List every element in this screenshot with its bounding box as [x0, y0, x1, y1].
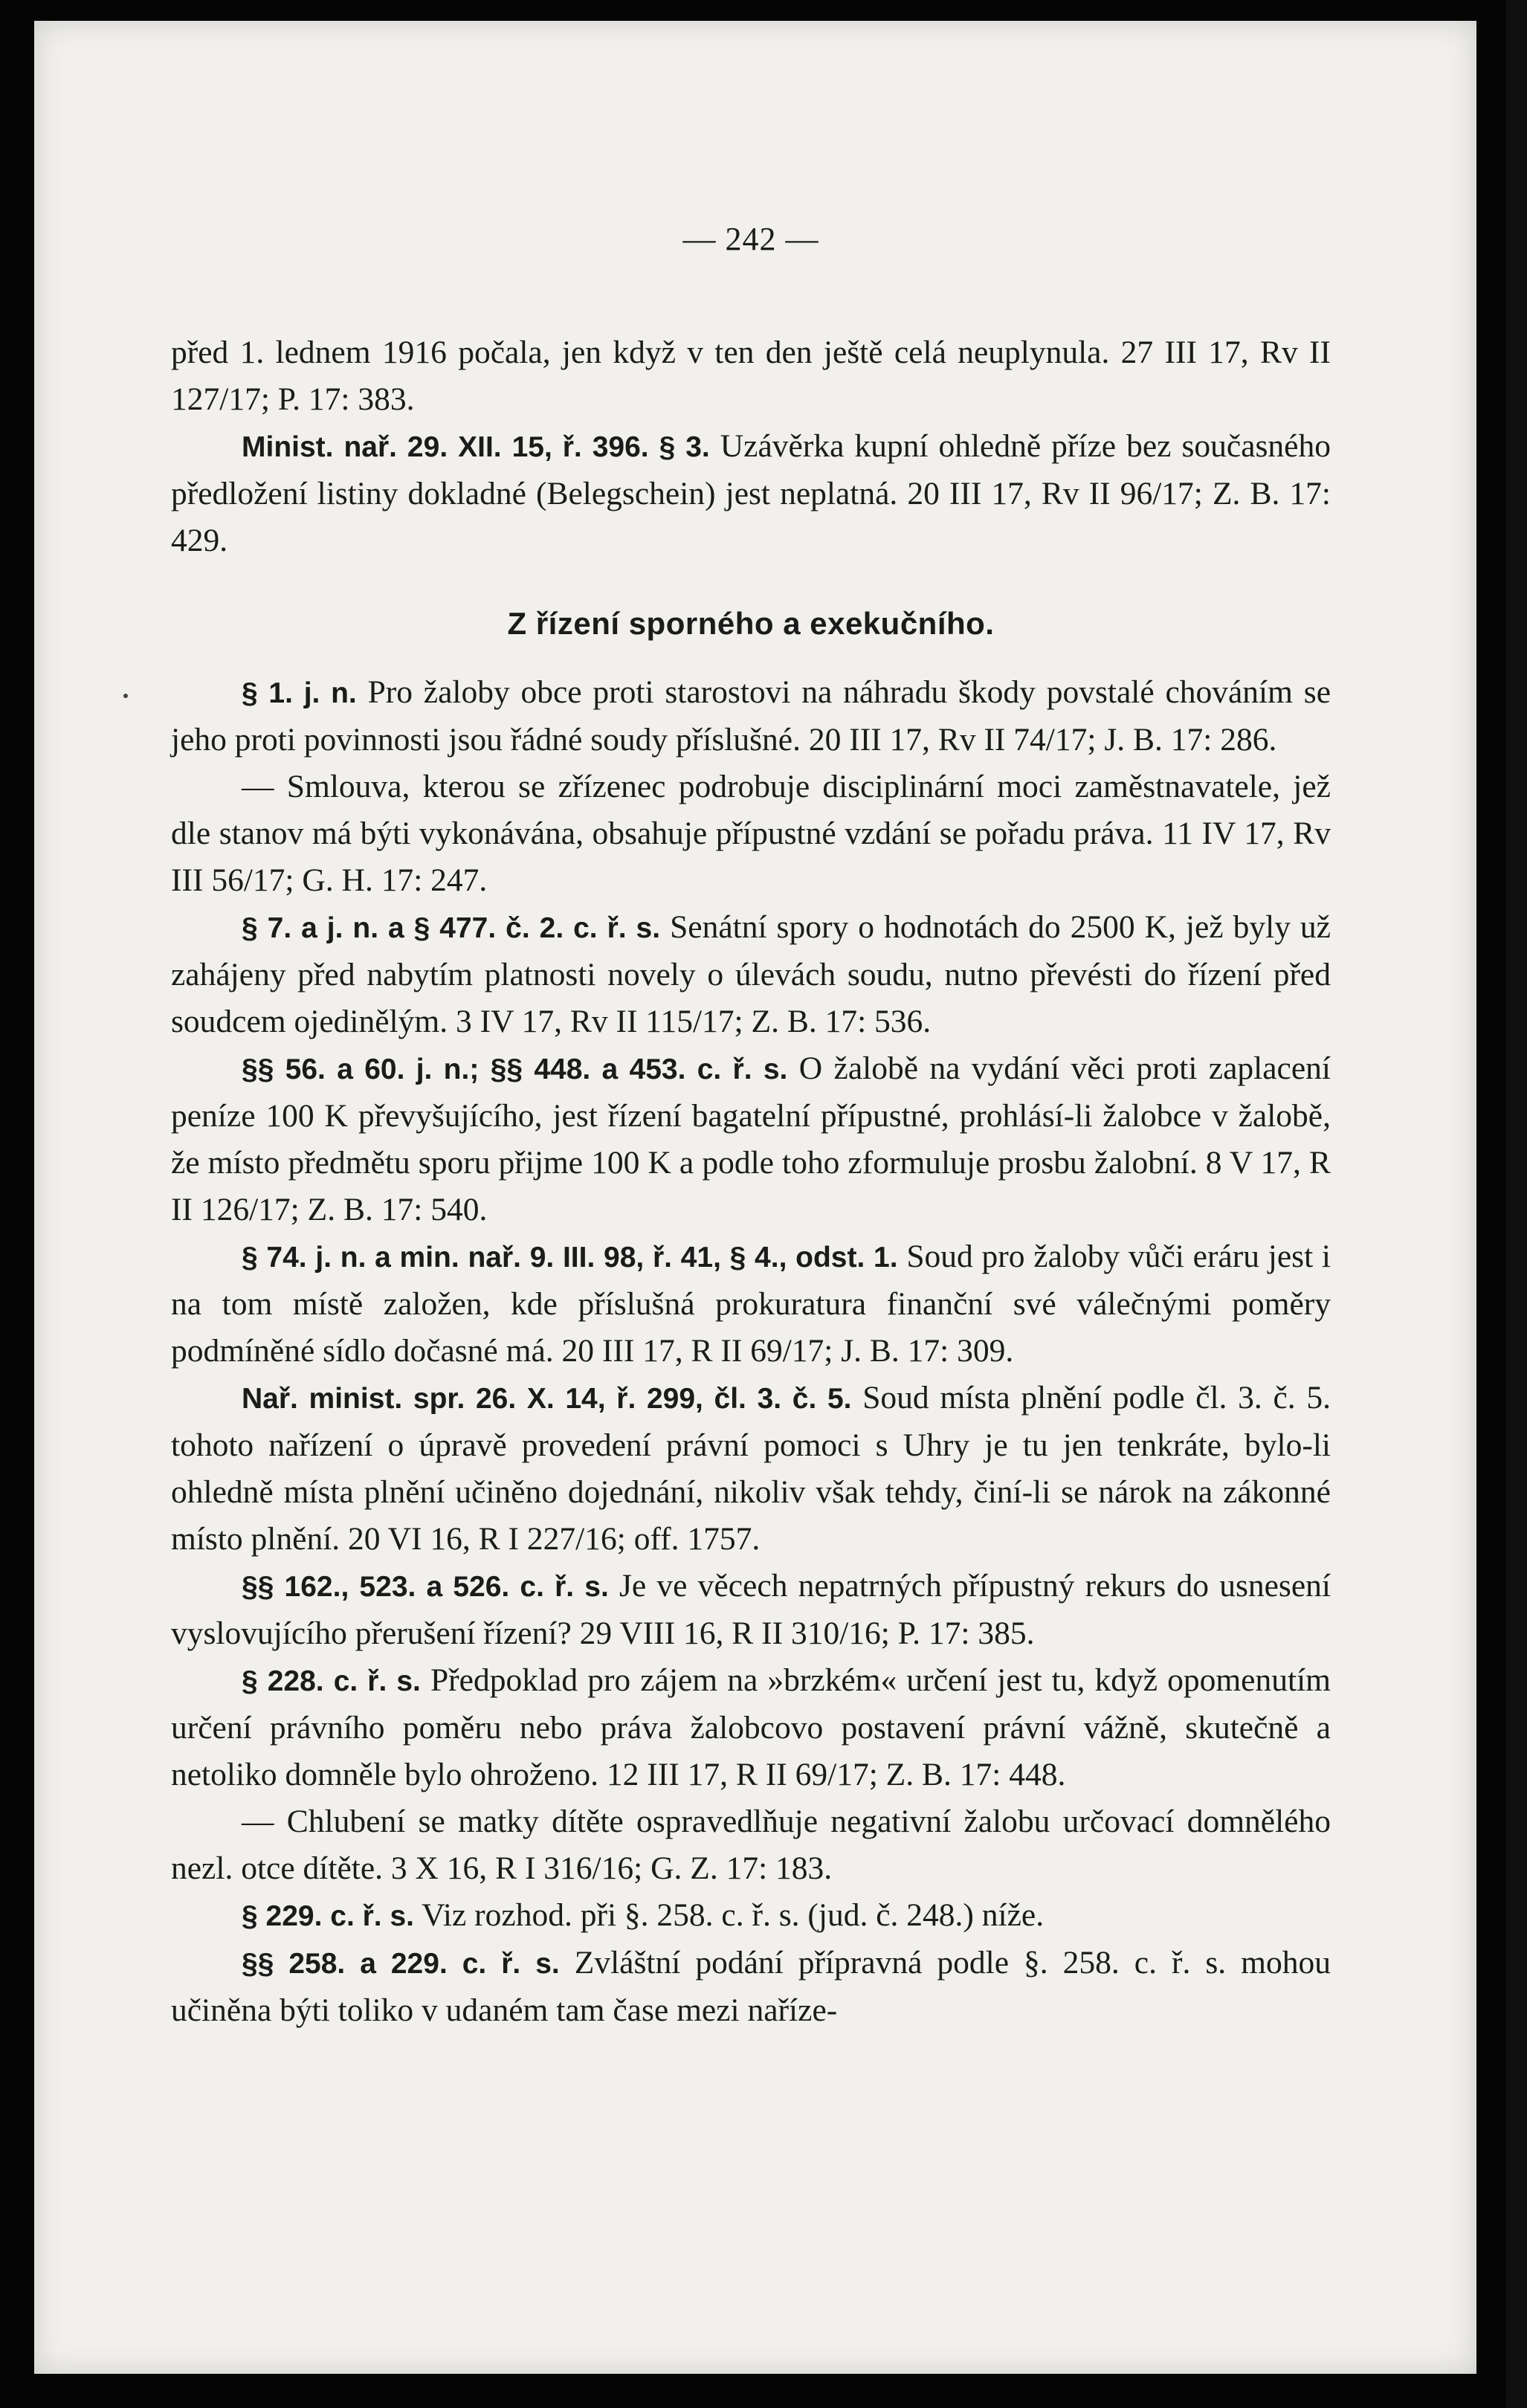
paragraph [171, 904, 1331, 1045]
paragraph-text: O žalobě na vydání věci proti zaplacení peníze 100 K převyšujícího, jest řízení bagatelní přípustné, prohlásí-li žalobce v žalobě, že místo předmětu sporu přijme 100 K a podle toho zformuluje prosbu žalobní. 8 V 17, R II 126/17; Z. B. 17: 540. [171, 1050, 1331, 1227]
legal-reference: §§ 162., 523. a 526. c. ř. s. [242, 1571, 609, 1603]
legal-reference: § 229. c. ř. s. [242, 1900, 415, 1932]
paragraph [171, 1798, 1331, 1892]
page-number: — 242 — [682, 221, 819, 257]
paragraph [171, 669, 1331, 764]
paragraph-text: Senátní spory o hodnotách do 2500 K, jež byly už zahájeny před nabytím platnosti novely o úlevách soudu, nutno převésti do řízení před soudcem ojedinělým. 3 IV 17, Rv II 115/17; Z. B. 17: 536. [171, 909, 1331, 1039]
section-heading: Z řízení sporného a exekučního. [507, 606, 995, 641]
paragraph-text: Soud pro žaloby vůči eráru jest i na tom místě založen, kde příslušná prokuratura finanční své válečnými poměry podmíněné sídlo dočasné má. 20 III 17, R II 69/17; J. B. 17: 309. [171, 1239, 1331, 1369]
legal-reference: §§ 56. a 60. j. n.; §§ 448. a 453. c. ř. s. [242, 1053, 788, 1085]
paragraph [171, 1563, 1331, 1657]
legal-reference: § 228. c. ř. s. [242, 1665, 421, 1697]
paragraph [171, 1233, 1331, 1375]
paragraph-text: — Chlubení se matky dítěte ospravedlňuje negativní žalobu určovací domnělého nezl. otce dítěte. 3 X 16, R I 316/16; G. Z. 17: 183. [171, 1804, 1331, 1886]
paragraph-text: — Smlouva, kterou se zřízenec podrobuje disciplinární moci zaměstnavatele, jež dle stanov má býti vykonávána, obsahuje přípustné vzdání se pořadu práva. 11 IV 17, Rv III 56/17; G. H. 17: 247. [171, 769, 1331, 898]
paragraph-text: Předpoklad pro zájem na »brzkém« určení jest tu, když opomenutím určení právního poměru nebo práva žalobcovo postavení právní vážně, skutečně a netoliko domněle bylo ohroženo. 12 III 17, R II 69/17; Z. B. 17: 448. [171, 1662, 1331, 1792]
paragraph [171, 1657, 1331, 1798]
paragraph [171, 1892, 1331, 1940]
paragraph-text: Je ve věcech nepatrných přípustný rekurs do usnesení vyslovujícího přerušení řízení? 29 VIII 16, R II 310/16; P. 17: 385. [171, 1568, 1331, 1651]
paragraph-text: Soud místa plnění podle čl. 3. č. 5. tohoto nařízení o úpravě provedení právní pomoci s Uhry je tu jen tenkráte, bylo-li ohledně místa plnění učiněno dojednání, nikoliv však tehdy, činí-li se nárok na zákonné místo plnění. 20 VI 16, R I 227/16; off. 1757. [171, 1380, 1331, 1557]
paragraph [171, 1375, 1331, 1563]
paragraph-text: Viz rozhod. při §. 258. c. ř. s. (jud. č. 248.) níže. [422, 1897, 1045, 1933]
paragraph-text: před 1. lednem 1916 počala, jen když v ten den ještě celá neuplynula. 27 III 17, Rv II 127/17; P. 17: 383. [171, 335, 1331, 417]
paragraph [171, 423, 1331, 564]
legal-reference: Nař. minist. spr. 26. X. 14, ř. 299, čl. 3. č. 5. [242, 1383, 852, 1415]
paragraph-text: Zvláštní podání přípravná podle §. 258. c. ř. s. mohou učiněna býti toliko v udaném tam čase mezi naříze- [171, 1945, 1331, 2028]
paragraph-text: Pro žaloby obce proti starostovi na náhradu škody povstalé chováním se jeho proti povinnosti jsou řádné soudy příslušné. 20 III 17, Rv II 74/17; J. B. 17: 286. [171, 674, 1331, 758]
legal-reference: Minist. nař. 29. XII. 15, ř. 396. § 3. [242, 431, 710, 463]
scan-edge [1506, 0, 1527, 2408]
paragraph-text: Uzávěrka kupní ohledně příze bez současného předložení listiny dokladné (Belegschein) jest neplatná. 20 III 17, Rv II 96/17; Z. B. 17: 429. [171, 428, 1331, 558]
scan-speck [123, 694, 128, 698]
paragraph [171, 1045, 1331, 1233]
legal-reference: § 1. j. n. [242, 677, 357, 709]
legal-reference: §§ 258. a 229. c. ř. s. [242, 1948, 560, 1980]
page-content [171, 216, 1331, 2034]
paragraph [171, 1940, 1331, 2034]
paragraph [171, 329, 1331, 423]
legal-reference: § 7. a j. n. a § 477. č. 2. c. ř. s. [242, 912, 661, 944]
legal-reference: § 74. j. n. a min. nař. 9. III. 98, ř. 41, § 4., odst. 1. [242, 1242, 898, 1274]
paragraph [171, 764, 1331, 904]
